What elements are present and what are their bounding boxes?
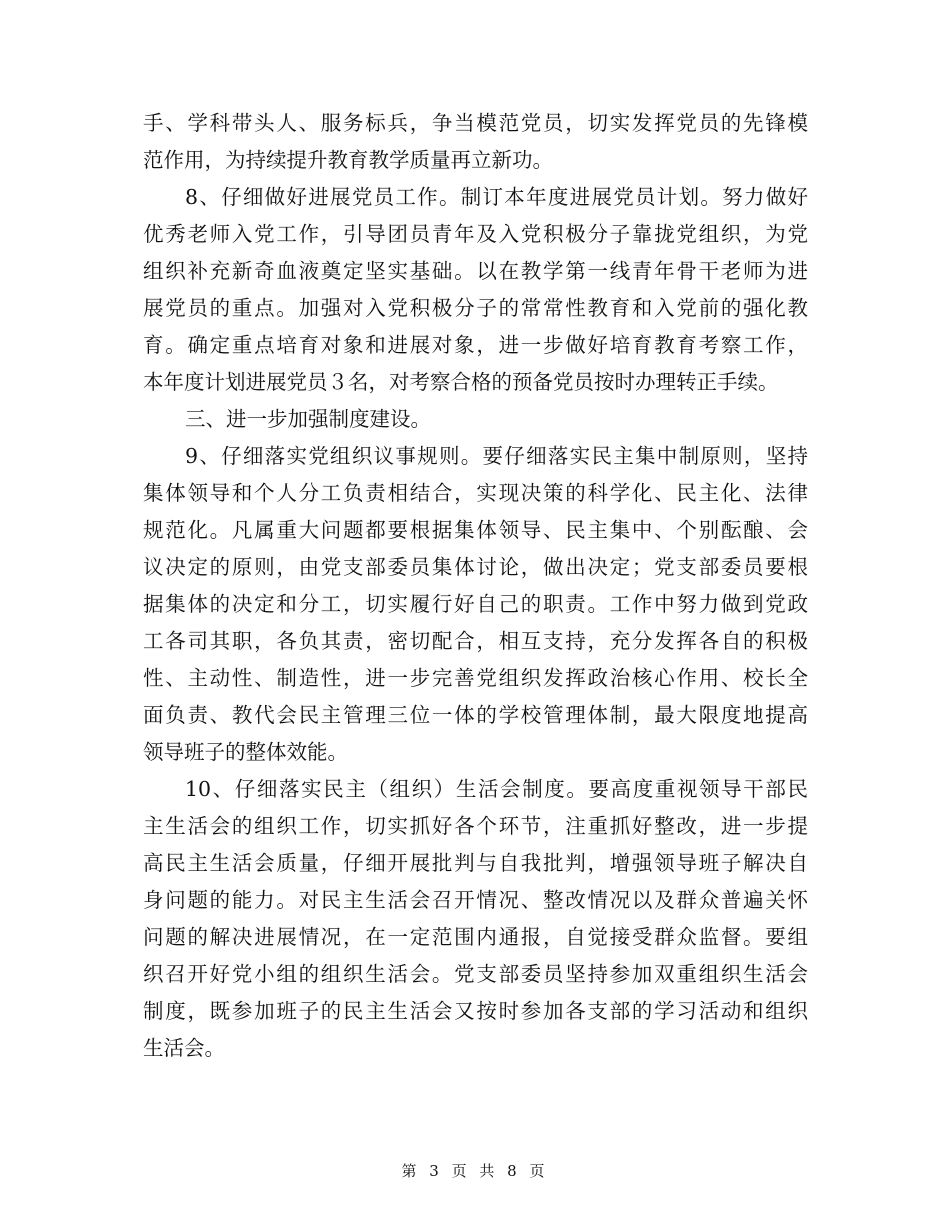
text-line: 集体领导和个人分工负责相结合，实现决策的科学化、民主化、法律 [143,481,808,505]
text-line: 领导班子的整体效能。 [143,740,348,764]
text-line: 工各司其职，各负其责，密切配合，相互支持，充分发挥各自的积极 [143,629,808,653]
text-line: 制度，既参加班子的民主生活会又按时参加各支部的学习活动和组织 [143,999,808,1023]
text-line: 高民主生活会质量，仔细开展批判与自我批判，增强领导班子解决自 [143,851,808,875]
text-line: 议决定的原则，由党支部委员集体讨论，做出决定；党支部委员要根 [143,555,808,579]
section-title: 三、进一步加强制度建设。 [185,407,431,431]
paragraph-continued [143,105,808,179]
text-line: 育。确定重点培育对象和进展对象，进一步做好培育教育考察工作， [143,333,808,357]
text-line: 范作用，为持续提升教育教学质量再立新功。 [143,148,553,172]
text-line: 身问题的能力。对民主生活会召开情况、整改情况以及群众普遍关怀 [143,888,808,912]
text-line: 手、学科带头人、服务标兵，争当模范党员，切实发挥党员的先锋模 [143,111,808,135]
text-line: 织召开好党小组的组织生活会。党支部委员坚持参加双重组织生活会 [143,962,808,986]
text-line: 组织补充新奇血液奠定坚实基础。以在教学第一线青年骨干老师为进 [143,259,808,283]
text-line: 9、仔细落实党组织议事规则。要仔细落实民主集中制原则，坚持 [185,444,808,468]
text-line: 主生活会的组织工作，切实抓好各个环节，注重抓好整改，进一步提 [143,814,808,838]
text-line: 规范化。凡属重大问题都要根据集体领导、民主集中、个别酝酿、会 [143,518,808,542]
text-line: 8、仔细做好进展党员工作。制订本年度进展党员计划。努力做好 [185,185,808,209]
document-body [143,105,808,1067]
text-line: 优秀老师入党工作，引导团员青年及入党积极分子靠拢党组织，为党 [143,222,808,246]
paragraph-8 [143,179,808,401]
text-line: 问题的解决进展情况，在一定范围内通报，自觉接受群众监督。要组 [143,925,808,949]
text-line: 本年度计划进展党员３名，对考察合格的预备党员按时办理转正手续。 [143,370,779,394]
section-heading-3 [143,401,808,438]
text-line: 面负责、教代会民主管理三位一体的学校管理体制，最大限度地提高 [143,703,808,727]
text-line: 10、仔细落实民主（组织）生活会制度。要高度重视领导干部民 [185,777,808,801]
text-line: 展党员的重点。加强对入党积极分子的常常性教育和入党前的强化教 [143,296,808,320]
text-line: 据集体的决定和分工，切实履行好自己的职责。工作中努力做到党政 [143,592,808,616]
text-line: 生活会。 [143,1036,225,1060]
page-number-footer: 第 3 页 共 8 页 [401,1162,549,1180]
text-line: 性、主动性、制造性，进一步完善党组织发挥政治核心作用、校长全 [143,666,808,690]
paragraph-9 [143,438,808,771]
paragraph-10 [143,771,808,1067]
